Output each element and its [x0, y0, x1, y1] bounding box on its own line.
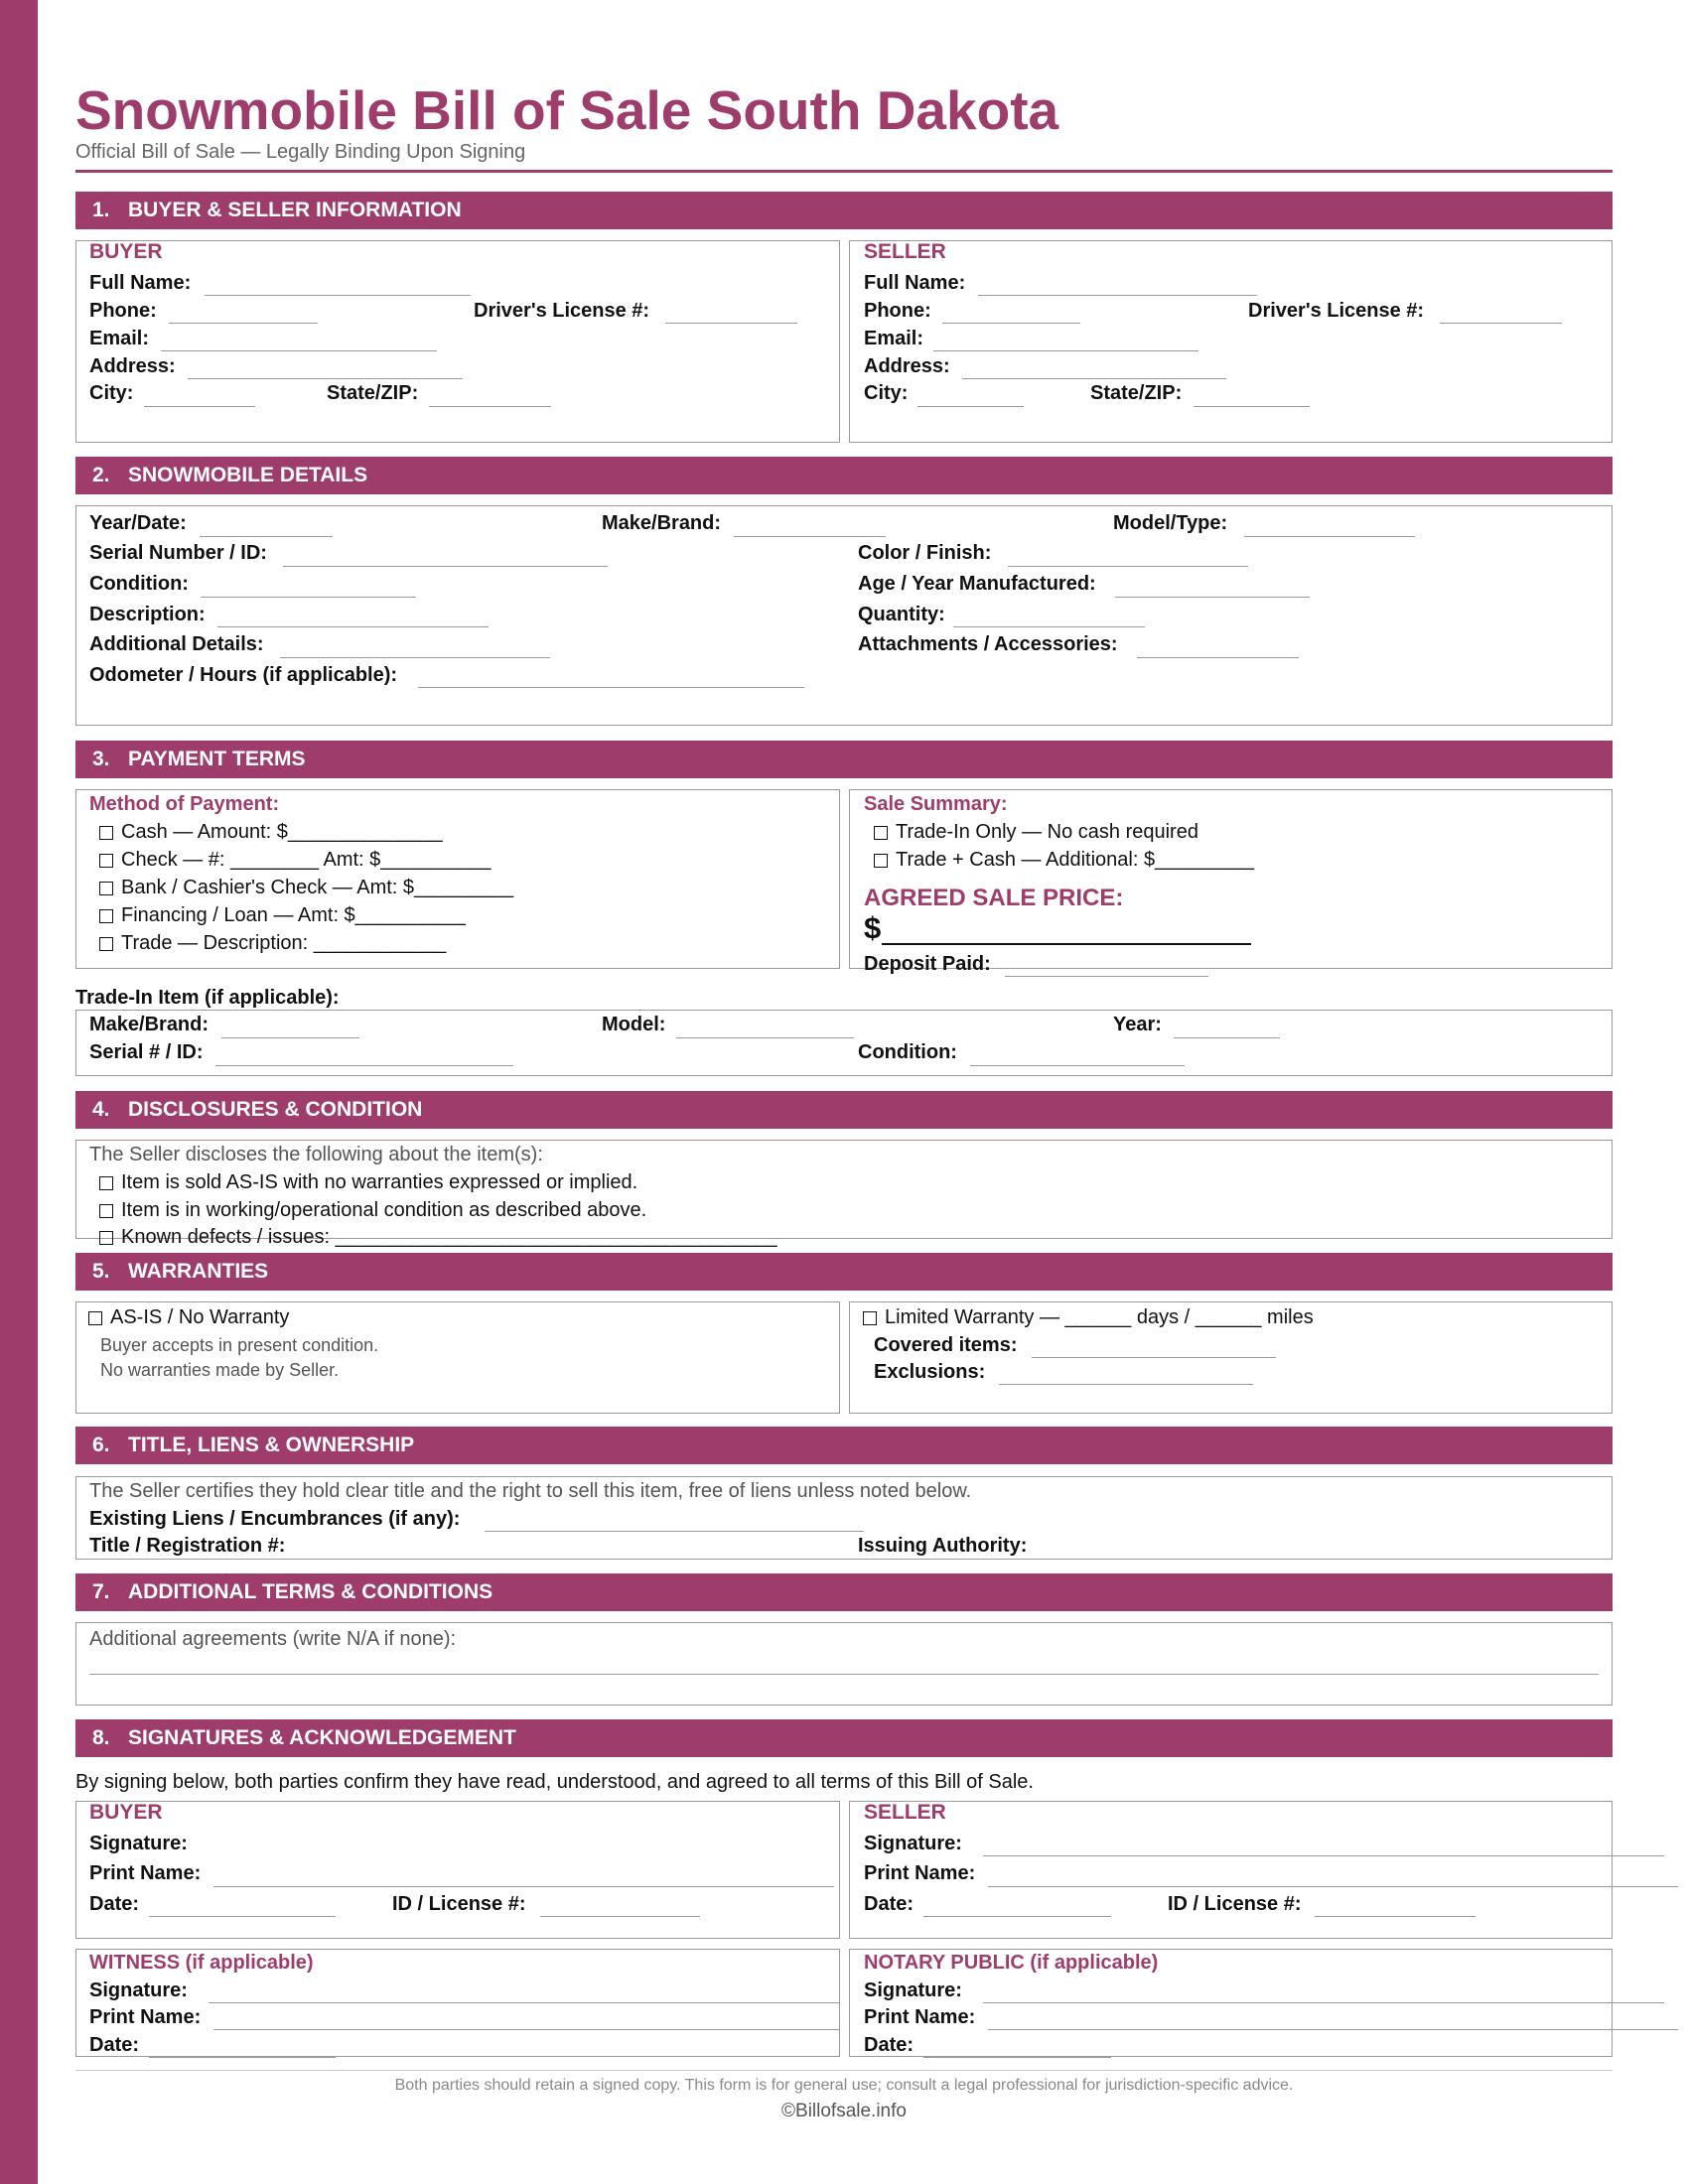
seller-city-field[interactable]: [917, 406, 1024, 407]
disclosure-label: Known defects / issues: ________________________________________: [121, 1226, 777, 1248]
agreed-price-dollar: $: [864, 910, 882, 945]
buyer-signature-label: Signature:: [89, 1833, 188, 1854]
buyer-date-field[interactable]: [149, 1916, 336, 1917]
section-header-snowmobile-details: [75, 457, 1613, 494]
summary-option-label: Trade + Cash — Additional: $_________: [896, 849, 1255, 871]
section-header-title-liens: [75, 1427, 1613, 1464]
attachments-field[interactable]: [1137, 657, 1299, 658]
checkbox-icon[interactable]: [863, 1311, 877, 1325]
notary-heading: NOTARY PUBLIC (if applicable): [864, 1952, 1159, 1974]
model-type-label: Model/Type:: [1113, 512, 1228, 534]
serial-number-field[interactable]: [283, 566, 608, 567]
section-title: ADDITIONAL TERMS & CONDITIONS: [128, 1580, 493, 1603]
seller-full-name-field[interactable]: [978, 295, 1257, 296]
left-accent-stripe: [0, 0, 38, 2184]
additional-terms-field[interactable]: [89, 1674, 1599, 1675]
footer-note: Both parties should retain a signed copy. This form is for general use; consult a legal professional for jurisdiction-specific advice.: [394, 2077, 1294, 2094]
model-type-field[interactable]: [1244, 536, 1415, 537]
section-number: 6.: [92, 1433, 110, 1456]
witness-signature-label: Signature:: [89, 1979, 188, 2001]
warranty-limited-label: Limited Warranty — ______ days / ______ miles: [885, 1306, 1314, 1328]
payment-option-label: Bank / Cashier's Check — Amt: $_________: [121, 877, 514, 898]
seller-phone-field[interactable]: [942, 323, 1080, 324]
section-title: BUYER & SELLER INFORMATION: [128, 199, 462, 221]
asis-note-1: Buyer accepts in present condition.: [100, 1335, 379, 1355]
trade-serial-field[interactable]: [215, 1065, 513, 1066]
buyer-id-label: ID / License #:: [392, 1893, 526, 1915]
disclosure-working[interactable]: [99, 1197, 646, 1223]
odometer-field[interactable]: [418, 687, 804, 688]
payment-option-label: Financing / Loan — Amt: $__________: [121, 904, 466, 926]
buyer-address-label: Address:: [89, 355, 176, 377]
section-number: 7.: [92, 1580, 110, 1603]
additional-details-field[interactable]: [280, 657, 550, 658]
section-title: DISCLOSURES & CONDITION: [128, 1098, 423, 1121]
odometer-label: Odometer / Hours (if applicable):: [89, 664, 398, 686]
buyer-phone-field[interactable]: [169, 323, 318, 324]
notary-print-name-label: Print Name:: [864, 2006, 976, 2028]
buyer-id-field[interactable]: [540, 1916, 700, 1917]
buyer-phone-label: Phone:: [89, 300, 157, 322]
payment-option-check[interactable]: [99, 847, 492, 873]
seller-signature-label: Signature:: [864, 1833, 962, 1854]
payment-option-label: Cash — Amount: $______________: [121, 821, 443, 843]
seller-date-label: Date:: [864, 1893, 914, 1915]
payment-option-trade[interactable]: [99, 930, 446, 956]
seller-address-label: Address:: [864, 355, 950, 377]
payment-option-bank[interactable]: [99, 875, 513, 900]
disclosure-as-is[interactable]: [99, 1169, 637, 1195]
footer-copyright: ©Billofsale.info: [781, 2101, 907, 2121]
buyer-print-name-label: Print Name:: [89, 1862, 202, 1884]
buyer-city-label: City:: [89, 382, 134, 404]
seller-id-label: ID / License #:: [1168, 1893, 1302, 1915]
agreed-price-label: AGREED SALE PRICE:: [864, 885, 1124, 911]
checkbox-icon[interactable]: [88, 1311, 102, 1325]
section-title: PAYMENT TERMS: [128, 748, 306, 770]
seller-state-zip-field[interactable]: [1194, 406, 1310, 407]
section-number: 4.: [92, 1098, 110, 1121]
section-title: SIGNATURES & ACKNOWLEDGEMENT: [128, 1726, 516, 1749]
snowmobile-details-box: [75, 505, 1613, 726]
seller-signature-field[interactable]: [983, 1855, 1664, 1856]
document-title: Snowmobile Bill of Sale South Dakota: [75, 79, 1059, 141]
section-header-signatures: [75, 1719, 1613, 1757]
buyer-license-field[interactable]: [665, 323, 797, 324]
trade-make-field[interactable]: [221, 1037, 359, 1038]
condition-field[interactable]: [201, 597, 416, 598]
witness-date-label: Date:: [89, 2034, 140, 2056]
payment-method-heading: Method of Payment:: [89, 793, 280, 815]
seller-city-label: City:: [864, 382, 909, 404]
checkbox-icon[interactable]: [99, 909, 113, 923]
checkbox-icon[interactable]: [99, 882, 113, 895]
age-field[interactable]: [1115, 597, 1310, 598]
notary-print-name-field[interactable]: [988, 2029, 1678, 2030]
buyer-full-name-field[interactable]: [205, 295, 471, 296]
seller-email-field[interactable]: [933, 350, 1198, 351]
make-brand-label: Make/Brand:: [602, 512, 722, 534]
trade-condition-label: Condition:: [858, 1041, 957, 1063]
section-title: WARRANTIES: [128, 1260, 269, 1283]
checkbox-icon[interactable]: [874, 826, 888, 840]
section-title: SNOWMOBILE DETAILS: [128, 464, 368, 486]
payment-option-cash[interactable]: [99, 819, 443, 845]
section-title: TITLE, LIENS & OWNERSHIP: [128, 1433, 415, 1456]
summary-option-trade-only[interactable]: [874, 819, 1198, 845]
buyer-print-name-field[interactable]: [213, 1886, 834, 1887]
section-header-payment-terms: [75, 741, 1613, 778]
buyer-signature-heading: BUYER: [89, 1801, 163, 1824]
warranty-limited-option[interactable]: [863, 1304, 1314, 1330]
color-finish-field[interactable]: [1008, 566, 1248, 567]
issuing-authority-label: Issuing Authority:: [858, 1535, 1028, 1557]
trade-model-label: Model:: [602, 1014, 666, 1035]
buyer-email-label: Email:: [89, 328, 150, 349]
trade-model-field[interactable]: [676, 1037, 854, 1038]
notary-signature-label: Signature:: [864, 1979, 962, 2001]
asis-note-2: No warranties made by Seller.: [100, 1360, 340, 1380]
buyer-email-field[interactable]: [161, 350, 437, 351]
seller-signature-heading: SELLER: [864, 1801, 946, 1824]
disclosure-label: Item is in working/operational condition as described above.: [121, 1199, 647, 1221]
trade-serial-label: Serial # / ID:: [89, 1041, 204, 1063]
checkbox-icon[interactable]: [99, 826, 113, 840]
checkbox-icon[interactable]: [99, 1176, 113, 1190]
notary-date-label: Date:: [864, 2034, 914, 2056]
deposit-paid-label: Deposit Paid:: [864, 953, 991, 975]
seller-phone-label: Phone:: [864, 300, 931, 322]
buyer-city-field[interactable]: [144, 406, 255, 407]
serial-number-label: Serial Number / ID:: [89, 542, 267, 564]
buyer-full-name-label: Full Name:: [89, 272, 192, 294]
section-header-disclosures: [75, 1091, 1613, 1129]
payment-option-label: Check — #: ________ Amt: $__________: [121, 849, 492, 871]
buyer-state-zip-field[interactable]: [429, 406, 551, 407]
checkbox-icon[interactable]: [99, 937, 113, 951]
seller-print-name-label: Print Name:: [864, 1862, 976, 1884]
seller-state-zip-label: State/ZIP:: [1090, 382, 1183, 404]
document-subtitle: Official Bill of Sale — Legally Binding Upon Signing: [75, 141, 526, 163]
section-header-buyer-seller: [75, 192, 1613, 229]
covered-items-label: Covered items:: [874, 1334, 1018, 1356]
sale-summary-heading: Sale Summary:: [864, 793, 1008, 815]
agreed-price-field[interactable]: [882, 943, 1251, 945]
summary-option-label: Trade-In Only — No cash required: [896, 821, 1198, 843]
additional-terms-prompt: Additional agreements (write N/A if none):: [89, 1628, 457, 1650]
checkbox-icon[interactable]: [99, 854, 113, 868]
seller-print-name-field[interactable]: [988, 1886, 1678, 1887]
section-number: 3.: [92, 748, 110, 770]
description-label: Description:: [89, 604, 206, 625]
trade-in-heading: Trade-In Item (if applicable):: [75, 987, 340, 1009]
buyer-address-field[interactable]: [188, 378, 463, 379]
warranty-asis-option[interactable]: [88, 1304, 289, 1330]
buyer-license-label: Driver's License #:: [474, 300, 650, 322]
buyer-date-label: Date:: [89, 1893, 140, 1915]
witness-print-name-field[interactable]: [213, 2029, 840, 2030]
quantity-label: Quantity:: [858, 604, 945, 625]
title-registration-label: Title / Registration #:: [89, 1535, 286, 1557]
buyer-heading: BUYER: [89, 240, 163, 263]
witness-heading: WITNESS (if applicable): [89, 1952, 314, 1974]
seller-address-field[interactable]: [962, 378, 1226, 379]
checkbox-icon[interactable]: [874, 854, 888, 868]
summary-option-trade-cash[interactable]: [874, 847, 1254, 873]
footer-divider: [75, 2070, 1613, 2071]
section-header-additional-terms: [75, 1573, 1613, 1611]
witness-print-name-label: Print Name:: [89, 2006, 202, 2028]
witness-date-field[interactable]: [149, 2057, 336, 2058]
condition-label: Condition:: [89, 573, 189, 595]
disclosures-intro: The Seller discloses the following about the item(s):: [89, 1144, 543, 1165]
disclosure-defects[interactable]: [99, 1224, 777, 1250]
seller-license-field[interactable]: [1440, 323, 1562, 324]
warranty-asis-label: AS-IS / No Warranty: [110, 1306, 290, 1328]
exclusions-label: Exclusions:: [874, 1361, 986, 1383]
seller-id-field[interactable]: [1315, 1916, 1476, 1917]
year-date-label: Year/Date:: [89, 512, 187, 534]
quantity-field[interactable]: [953, 626, 1145, 627]
age-label: Age / Year Manufactured:: [858, 573, 1096, 595]
liens-label: Existing Liens / Encumbrances (if any):: [89, 1508, 461, 1530]
section-number: 1.: [92, 199, 110, 221]
section-number: 8.: [92, 1726, 110, 1749]
seller-full-name-label: Full Name:: [864, 272, 966, 294]
section-number: 2.: [92, 464, 110, 486]
trade-year-field[interactable]: [1174, 1037, 1280, 1038]
payment-option-financing[interactable]: [99, 902, 466, 928]
liens-field[interactable]: [485, 1531, 864, 1532]
signatures-intro: By signing below, both parties confirm they have read, understood, and agreed to all terms of this Bill of Sale.: [75, 1771, 1034, 1793]
color-finish-label: Color / Finish:: [858, 542, 992, 564]
disclosure-label: Item is sold AS-IS with no warranties expressed or implied.: [121, 1171, 638, 1193]
section-number: 5.: [92, 1260, 110, 1283]
notary-signature-field[interactable]: [983, 2002, 1664, 2003]
section-header-warranties: [75, 1253, 1613, 1291]
checkbox-icon[interactable]: [99, 1204, 113, 1218]
year-date-field[interactable]: [200, 536, 333, 537]
attachments-label: Attachments / Accessories:: [858, 633, 1118, 655]
trade-year-label: Year:: [1113, 1014, 1162, 1035]
checkbox-icon[interactable]: [99, 1231, 113, 1245]
make-brand-field[interactable]: [734, 536, 886, 537]
trade-condition-field[interactable]: [970, 1065, 1185, 1066]
description-field[interactable]: [217, 626, 489, 627]
payment-option-label: Trade — Description: ____________: [121, 932, 447, 954]
exclusions-field[interactable]: [999, 1384, 1253, 1385]
deposit-paid-field[interactable]: [1005, 976, 1208, 977]
covered-items-field[interactable]: [1032, 1357, 1276, 1358]
title-statement: The Seller certifies they hold clear title and the right to sell this item, free of liens unless noted below.: [89, 1480, 972, 1502]
seller-date-field[interactable]: [923, 1916, 1111, 1917]
seller-email-label: Email:: [864, 328, 924, 349]
notary-date-field[interactable]: [923, 2057, 1111, 2058]
title-divider: [75, 170, 1613, 173]
trade-make-label: Make/Brand:: [89, 1014, 210, 1035]
seller-license-label: Driver's License #:: [1248, 300, 1425, 322]
additional-details-label: Additional Details:: [89, 633, 264, 655]
witness-signature-field[interactable]: [209, 2002, 840, 2003]
seller-heading: SELLER: [864, 240, 946, 263]
buyer-state-zip-label: State/ZIP:: [327, 382, 419, 404]
